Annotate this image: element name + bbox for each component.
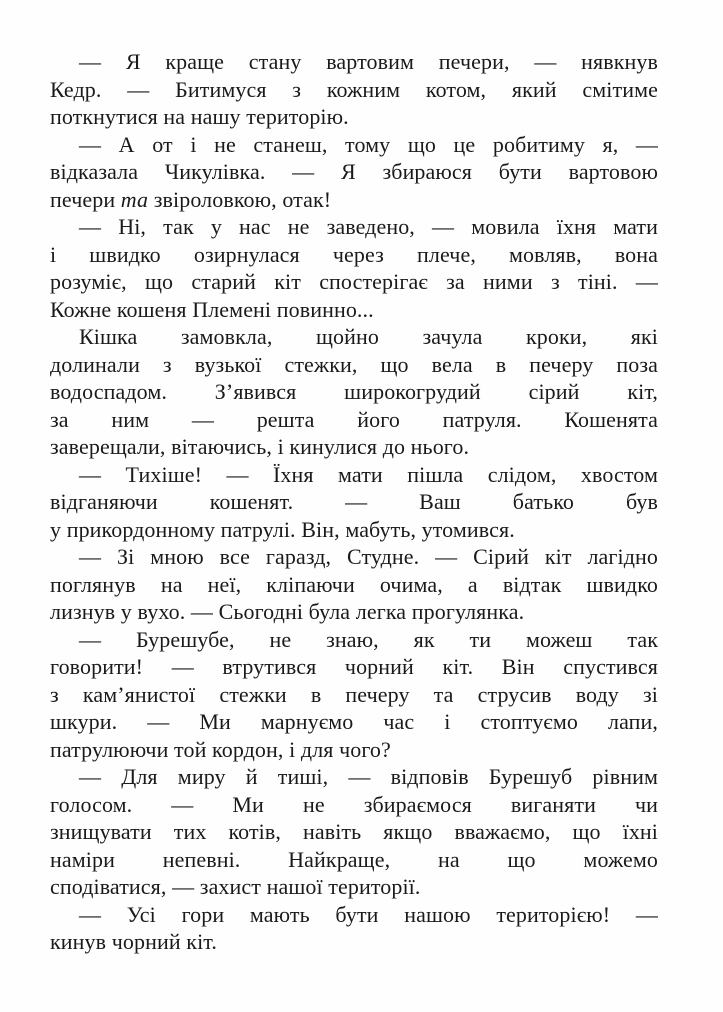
text-segment: печери	[50, 186, 121, 212]
paragraph	[50, 626, 658, 764]
text-line	[50, 351, 658, 379]
text-line	[50, 488, 658, 516]
text-segment: Кедр. — Битимуся з кожним котом, який смітиме	[50, 76, 658, 102]
text-line	[50, 186, 658, 214]
text-segment: і швидко озирнулася через плече, мовляв, вона	[50, 241, 658, 267]
text-segment: — Тихіше! — Їхня мати пішла слідом, хвостом	[79, 461, 658, 487]
text-segment: сподіватися, — захист нашої території.	[50, 874, 421, 899]
text-line	[50, 571, 658, 599]
paragraph	[50, 213, 658, 323]
text-line	[50, 406, 658, 434]
text-segment: поглянув на неї, кліпаючи очима, а відтак швидко	[50, 571, 658, 597]
text-line	[50, 791, 658, 819]
paragraph	[50, 461, 658, 544]
text-line	[50, 873, 658, 901]
text-segment: — Усі гори мають бути нашою територією! —	[79, 901, 658, 927]
paragraph	[50, 763, 658, 901]
text-segment: відказала Чикулівка. — Я збираюся бути вартовою	[50, 159, 658, 184]
text-line	[50, 763, 658, 791]
page-text	[50, 48, 658, 956]
text-line	[50, 131, 658, 159]
text-segment: кинув чорний кіт.	[50, 929, 217, 954]
paragraph	[50, 901, 658, 956]
paragraph	[50, 543, 658, 626]
text-segment: шкури. — Ми марнуємо час і стоптуємо лапи,	[50, 709, 658, 734]
paragraph	[50, 48, 658, 131]
text-segment: — Ні, так у нас не заведено, — мовила їхня мати	[79, 214, 658, 239]
text-segment: у прикордонному патрулі. Він, мабуть, утомився.	[50, 516, 515, 542]
text-segment: звіроловкою, отак!	[148, 186, 332, 212]
text-line	[50, 213, 658, 241]
text-segment: долинали з вузької стежки, що вела в печеру поза	[50, 351, 658, 377]
text-segment: водоспадом. З’явився широкогрудий сірий кіт,	[50, 379, 658, 404]
text-line	[50, 158, 658, 186]
text-segment: — Зі мною все гаразд, Студне. — Сірий кіт лагідно	[79, 544, 658, 569]
text-line	[50, 543, 658, 571]
text-segment: Кожне кошеня Племені повинно...	[50, 296, 374, 322]
text-line	[50, 653, 658, 681]
text-line	[50, 626, 658, 654]
text-line	[50, 378, 658, 406]
text-line	[50, 461, 658, 489]
text-segment: відганяючи кошенят. — Ваш батько був	[50, 489, 658, 514]
text-line	[50, 433, 658, 461]
text-segment: поткнутися на нашу територію.	[50, 104, 349, 129]
text-line	[50, 598, 658, 626]
italic-text: та	[120, 186, 149, 212]
paragraph	[50, 323, 658, 461]
text-line	[50, 241, 658, 269]
text-line	[50, 928, 658, 956]
paragraph	[50, 131, 658, 214]
text-segment: говорити! — втрутився чорний кіт. Він спустився	[50, 654, 658, 679]
text-line	[50, 846, 658, 874]
text-segment: голосом. — Ми не збираємося виганяти чи	[50, 791, 658, 817]
text-segment: наміри непевні. Найкраще, на що можемо	[50, 846, 658, 872]
text-segment: з кам’янистої стежки в печеру та струсив воду зі	[50, 681, 658, 707]
text-line	[50, 901, 658, 929]
text-segment: — Для миру й тиші, — відповів Бурешуб рівним	[79, 764, 658, 789]
text-line	[50, 516, 658, 544]
text-segment: Кішка замовкла, щойно зачула кроки, які	[79, 324, 658, 349]
text-segment: заверещали, вітаючись, і кинулися до нього.	[50, 434, 470, 459]
text-segment: знищувати тих котів, навіть якщо вважаємо, що їхні	[50, 819, 658, 844]
text-segment: — А от і не станеш, тому що це робитиму я, —	[79, 131, 658, 157]
text-line	[50, 103, 658, 131]
text-segment: патрулюючи той кордон, і для чого?	[50, 736, 391, 762]
text-line	[50, 681, 658, 709]
text-segment: — Бурешубе, не знаю, як ти можеш так	[79, 626, 658, 652]
text-line	[50, 818, 658, 846]
text-line	[50, 48, 658, 76]
text-line	[50, 76, 658, 104]
text-segment: — Я краще стану вартовим печери, — нявкнув	[79, 49, 658, 74]
text-line	[50, 708, 658, 736]
text-segment: розуміє, що старий кіт спостерігає за ними з тіні. —	[50, 269, 658, 294]
text-line	[50, 296, 658, 324]
text-segment: за ним — решта його патруля. Кошенята	[50, 406, 658, 432]
text-segment: лизнув у вухо. — Сьогодні була легка прогулянка.	[50, 599, 525, 624]
text-line	[50, 736, 658, 764]
text-line	[50, 323, 658, 351]
text-line	[50, 268, 658, 296]
